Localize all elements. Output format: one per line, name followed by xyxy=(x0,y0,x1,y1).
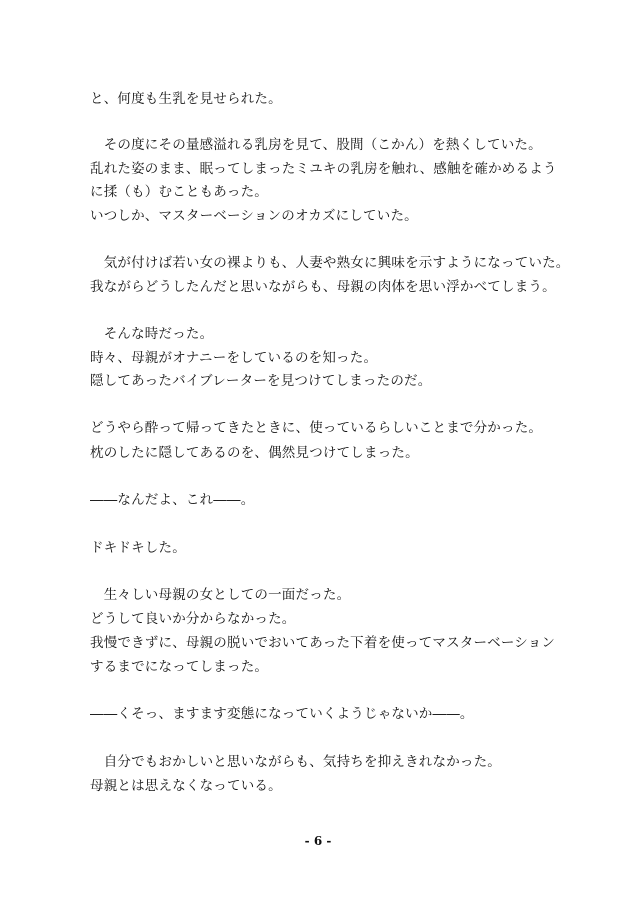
text-line: 枕のしたに隠してあるのを、偶然見つけてしまった。 xyxy=(90,445,419,461)
text-line: どうして良いか分からなかった。 xyxy=(90,611,296,627)
text-line: 隠してあったバイブレーターを見つけてしまったのだ。 xyxy=(90,373,432,389)
text-line: に揉（も）むこともあった。 xyxy=(90,184,268,200)
text-line: 我ながらどうしたんだと思いながらも、母親の肉体を思い浮かべてしまう。 xyxy=(90,279,556,295)
text-line: ――くそっ、ますます変態になっていくようじゃないか――。 xyxy=(90,706,474,722)
text-line: 我慢できずに、母親の脱いでおいてあった下着を使ってマスターベーション xyxy=(90,635,556,651)
text-line: ――なんだよ、これ――。 xyxy=(90,492,255,508)
text-line: と、何度も生乳を見せられた。 xyxy=(90,91,282,107)
text-line: いつしか、マスターベーションのオカズにしていた。 xyxy=(90,208,418,224)
text-line: 時々、母親がオナニーをしているのを知った。 xyxy=(90,350,378,366)
text-line: 母親とは思えなくなっている。 xyxy=(90,778,282,794)
text-line: 生々しい母親の女としての一面だった。 xyxy=(90,587,351,603)
text-line: 気が付けば若い女の裸よりも、人妻や熟女に興味を示すようになっていた。 xyxy=(90,255,570,271)
text-line: 乱れた姿のまま、眠ってしまったミユキの乳房を触れ、感触を確かめるよう xyxy=(90,161,557,177)
text-line: そんな時だった。 xyxy=(90,326,214,342)
text-line: その度にその量感溢れる乳房を見て、股間（こかん）を熱くしていた。 xyxy=(90,137,542,153)
page-number: - 6 - xyxy=(304,834,332,848)
text-line: 自分でもおかしいと思いながらも、気持ちを抑えきれなかった。 xyxy=(90,754,501,770)
text-line: するまでになってしまった。 xyxy=(90,659,269,675)
text-line: どうやら酔って帰ってきたときに、使っているらしいことまで分かった。 xyxy=(90,420,543,436)
text-line: ドキドキした。 xyxy=(90,540,186,556)
